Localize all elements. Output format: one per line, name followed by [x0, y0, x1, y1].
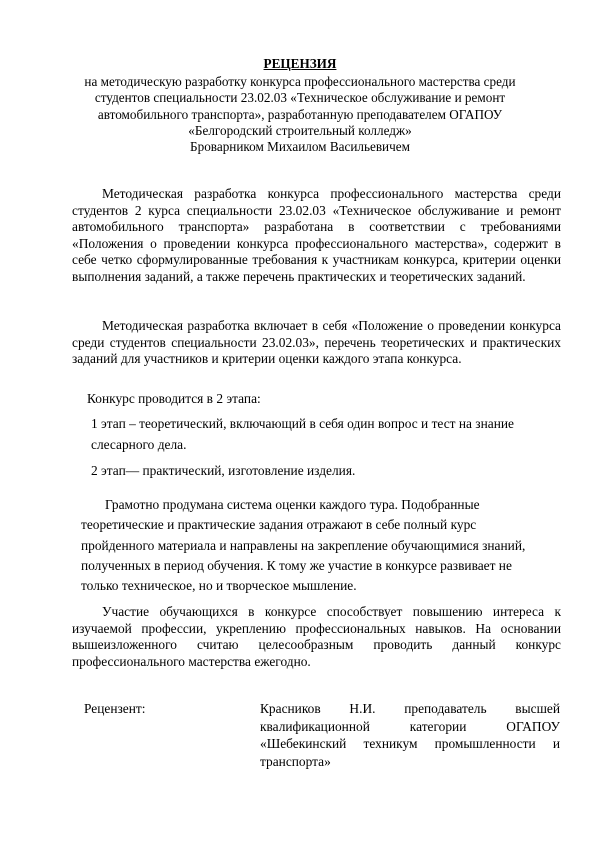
paragraph-conclusion: Участие обучающихся в конкурсе способствует повышению интереса к изучаемой профессии, укреплению профессиональных навыков. На основании вышеизложенного считаю целесообразным проводить данный конкурс профессионального мастерства ежегодно. — [72, 604, 561, 669]
header-line-2: студентов специальности 23.02.03 «Техническое обслуживание и ремонт — [94, 90, 506, 106]
paragraph-stage-1: 1 этап – теоретический, включающий в себя один вопрос и тест на знание слесарного дела. — [91, 416, 514, 452]
evaluation-first-line: Грамотно продумана система оценки каждого тура. Подобранные — [105, 497, 480, 512]
paragraph-stage-2: 2 этап— практический, изготовление изделия. — [91, 463, 356, 478]
evaluation-rest: теоретические и практические задания отражают в себе полный курс пройденного материала и направлены на закрепление обучающимися знаний, полученных в период обучения. К тому же участие в конкурсе развивает не только техническое, но и творческое мышление. — [81, 517, 526, 594]
reviewer-info: Красников Н.И. преподаватель высшей квалификационной категории ОГАПОУ «Шебекинский техникум промышленности и транспорта» — [260, 701, 560, 769]
document-title: РЕЦЕНЗИЯ — [263, 56, 337, 71]
header-line-5: Броварником Михаилом Васильевичем — [190, 139, 410, 155]
paragraph-evaluation — [81, 495, 551, 596]
paragraph-stages-intro: Конкурс проводится в 2 этапа: — [87, 391, 261, 406]
paragraph-development-contents: Методическая разработка включает в себя «Положение о проведении конкурса среди студентов специальности 23.02.03», перечень теоретических и практических заданий для участников и критерии оценки каждого этапа конкурса. — [72, 318, 561, 367]
reviewer-label: Рецензент: — [84, 701, 146, 716]
header-line-1: на методическую разработку конкурса профессионального мастерства среди — [84, 74, 516, 90]
document-header — [60, 56, 540, 155]
paragraph-development-overview: Методическая разработка конкурса профессионального мастерства среди студентов 2 курса специальности 23.02.03 «Техническое обслуживание и ремонт автомобильного транспорта» разработана в соответствии с требованиями «Положения о проведении конкурса профессионального мастерства», содержит в себе четко сформулированные требования к участникам конкурса, критерии оценки выполнения заданий, а также перечень практических и теоретических заданий. — [72, 186, 561, 284]
header-line-3: автомобильного транспорта», разработанную преподавателем ОГАПОУ — [97, 106, 503, 122]
header-line-4: «Белгородский строительный колледж» — [188, 122, 412, 138]
